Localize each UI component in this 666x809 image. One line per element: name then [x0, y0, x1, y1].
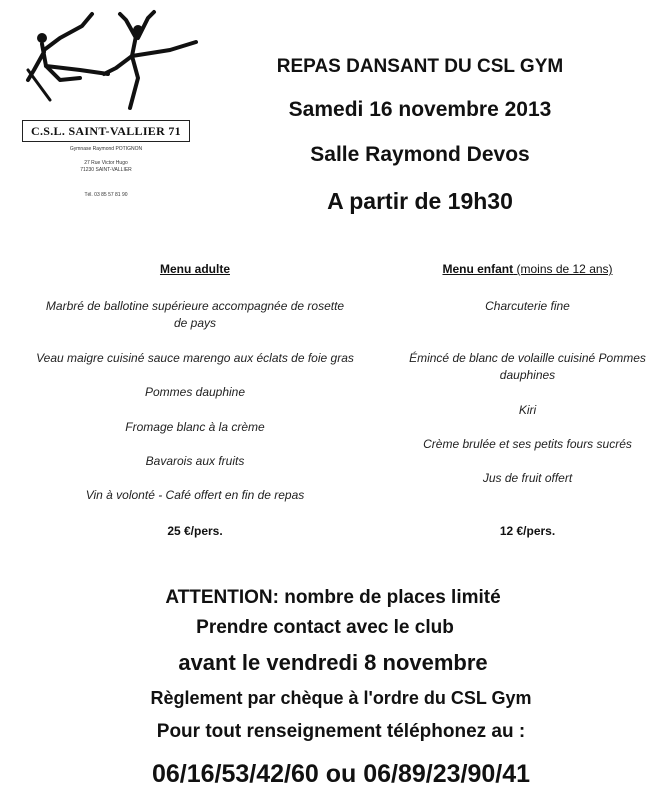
event-time: A partir de 19h30 — [327, 188, 513, 214]
event-venue: Salle Raymond Devos — [310, 143, 530, 166]
child-menu-title: Menu enfant — [442, 262, 514, 276]
adult-menu-item: Marbré de ballotine supérieure accompagnée de rosette de pays — [45, 299, 345, 330]
child-menu-item: Jus de fruit offert — [482, 471, 573, 485]
child-menu-item: Émincé de blanc de volaille cuisiné Pommes dauphines — [409, 351, 646, 382]
club-phone: Tél. 03 85 57 81 90 — [84, 192, 128, 198]
adult-menu-item: Veau maigre cuisiné sauce marengo aux éclats de foie gras — [36, 351, 354, 365]
event-title: REPAS DANSANT DU CSL GYM — [276, 56, 564, 77]
club-address-line1: 27 Rue Victor Hugo — [84, 160, 128, 166]
attention-notice: ATTENTION: nombre de places limité — [165, 587, 501, 608]
adult-menu-price: 25 €/pers. — [167, 524, 223, 538]
contact-notice: Prendre contact avec le club — [196, 617, 454, 638]
adult-menu-item: Pommes dauphine — [144, 385, 246, 399]
adult-menu-item: Bavarois aux fruits — [145, 454, 245, 468]
child-menu-price: 12 €/pers. — [499, 524, 556, 538]
gymnast-figures-icon — [20, 8, 200, 126]
club-address-line2: 71230 SAINT-VALLIER — [80, 167, 132, 173]
adult-menu — [10, 262, 380, 538]
child-menu — [395, 262, 660, 538]
club-name: C.S.L. SAINT-VALLIER 71 — [22, 120, 190, 142]
child-menu-item: Crème brulée et ses petits fours sucrés — [423, 437, 632, 451]
deadline-notice: avant le vendredi 8 novembre — [178, 650, 488, 675]
phone-numbers: 06/16/53/42/60 ou 06/89/23/90/41 — [151, 760, 531, 788]
adult-menu-title: Menu adulte — [159, 262, 230, 276]
info-notice: Pour tout renseignement téléphonez au : — [156, 721, 526, 742]
child-menu-item: Charcuterie fine — [485, 299, 570, 313]
child-menu-subtitle: (moins de 12 ans) — [516, 262, 613, 276]
adult-menu-item: Fromage blanc à la crème — [125, 420, 265, 434]
gym-name: Gymnase Raymond POTIGNON — [69, 146, 143, 152]
payment-notice: Règlement par chèque à l'ordre du CSL Gym — [150, 688, 532, 708]
child-menu-heading — [395, 262, 660, 280]
child-menu-item: Kiri — [518, 403, 537, 417]
club-logo — [20, 8, 200, 208]
event-date: Samedi 16 novembre 2013 — [288, 98, 552, 121]
adult-menu-item: Vin à volonté - Café offert en fin de repas — [85, 488, 305, 502]
